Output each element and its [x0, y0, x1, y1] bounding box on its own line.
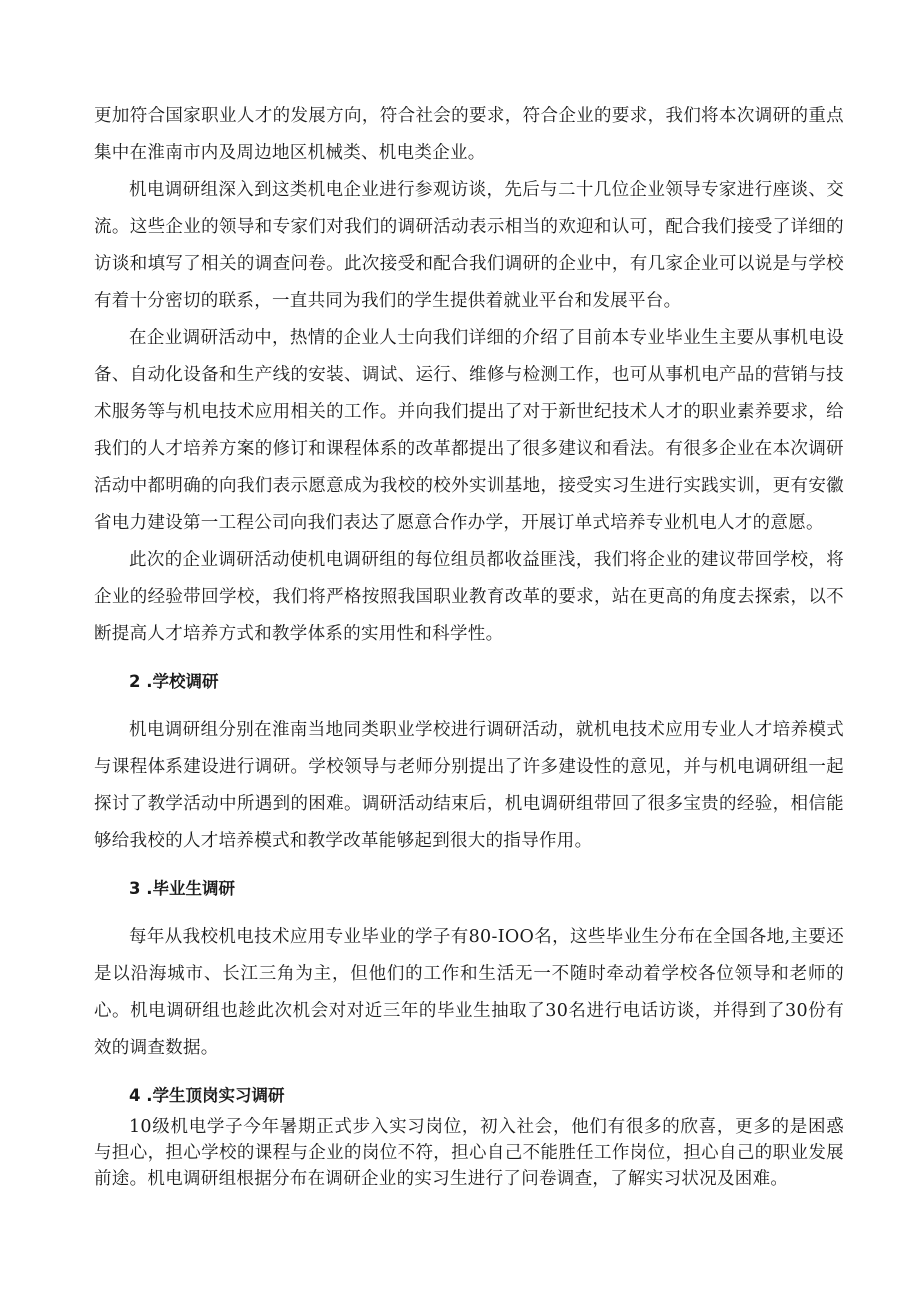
- paragraph-enterprise-feedback: 在企业调研活动中，热情的企业人士向我们详细的介绍了目前本专业毕业生主要从事机电设备、自动化设备和生产线的安装、调试、运行、维修与检测工作，也可从事机电产品的营销与技术服务等与机电技术应用相关的工作。并向我们提出了对于新世纪技术人才的职业素养要求，给我们的人才培养方案的修订和课程体系的改革都提出了很多建议和看法。有很多企业在本次调研活动中都明确的向我们表示愿意成为我校的校外实训基地，接受实习生进行实践实训，更有安徽省电力建设第一工程公司向我们表达了愿意合作办学，开展订单式培养专业机电人才的意愿。: [94, 328, 844, 533]
- paragraph-research-focus: 更加符合国家职业人才的发展方向，符合社会的要求，符合企业的要求，我们将本次调研的重点集中在淮南市内及周边地区机械类、机电类企业。: [94, 106, 844, 163]
- heading-internship-research: 4 .学生顶岗实习调研: [129, 1086, 285, 1105]
- heading-graduate-research: 3 .毕业生调研: [129, 879, 235, 898]
- heading-school-research: 2 .学校调研: [129, 672, 219, 691]
- paragraph-school-research: 机电调研组分别在淮南当地同类职业学校进行调研活动，就机电技术应用专业人才培养模式与课程体系建设进行调研。学校领导与老师分别提出了许多建设性的意见，并与机电调研组一起探讨了教学活动中所遇到的困难。调研活动结束后，机电调研组带回了很多宝贵的经验，相信能够给我校的人才培养模式和教学改革能够起到很大的指导作用。: [94, 720, 844, 851]
- paragraph-enterprise-benefits: 此次的企业调研活动使机电调研组的每位组员都收益匪浅，我们将企业的建议带回学校，将企业的经验带回学校，我们将严格按照我国职业教育改革的要求，站在更高的角度去探索，以不断提高人才培养方式和教学体系的实用性和科学性。: [94, 550, 844, 644]
- paragraph-internship-research: 10级机电学子今年暑期正式步入实习岗位，初入社会，他们有很多的欣喜，更多的是困惑与担心，担心学校的课程与企业的岗位不符，担心自己不能胜任工作岗位，担心自己的职业发展前途。机电调研组根据分布在调研企业的实习生进行了问卷调查，了解实习状况及困难。: [94, 1117, 844, 1189]
- paragraph-enterprise-visits: 机电调研组深入到这类机电企业进行参观访谈，先后与二十几位企业领导专家进行座谈、交流。这些企业的领导和专家们对我们的调研活动表示相当的欢迎和认可，配合我们接受了详细的访谈和填写了相关的调查问卷。此次接受和配合我们调研的企业中，有几家企业可以说是与学校有着十分密切的联系，一直共同为我们的学生提供着就业平台和发展平台。: [94, 180, 844, 311]
- document-body: [94, 98, 844, 1192]
- paragraph-graduate-research: 每年从我校机电技术应用专业毕业的学子有80-IOO名，这些毕业生分布在全国各地,主要还是以沿海城市、长江三角为主，但他们的工作和生活无一不随时牵动着学校各位领导和老师的心。机电调研组也趁此次机会对对近三年的毕业生抽取了30名进行电话访谈，并得到了30份有效的调查数据。: [94, 927, 844, 1058]
